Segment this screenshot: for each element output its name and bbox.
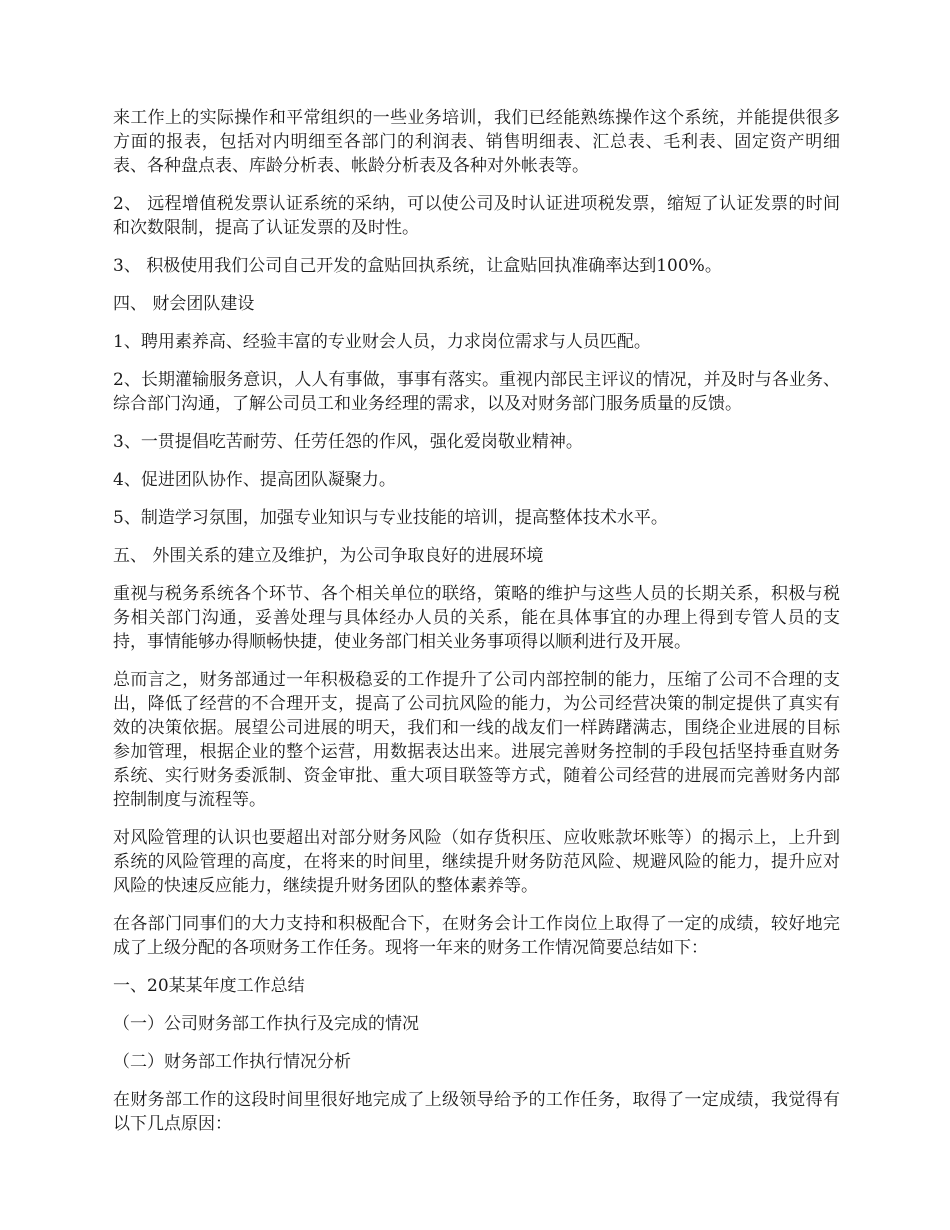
paragraph-intro-summary: 在各部门同事们的大力支持和积极配合下，在财务会计工作岗位上取得了一定的成绩，较好地完成了上级分配的各项财务工作任务。现将一年来的财务工作情况简要总结如下： [113, 914, 840, 958]
subheading-execution-completion: （一）公司财务部工作执行及完成的情况 [113, 1014, 419, 1034]
section-heading-external-relations: 五、 外围关系的建立及维护，为公司争取良好的进展环境 [113, 546, 544, 566]
paragraph-team-item-2: 2、长期灌输服务意识，人人有事做，事事有落实。重视内部民主评议的情况，并及时与各业务、综合部门沟通，了解公司员工和业务经理的需求，以及对财务部门服务质量的反馈。 [113, 370, 840, 414]
section-heading-team-building: 四、 财会团队建设 [113, 294, 255, 314]
paragraph-risk-management: 对风险管理的认识也要超出对部分财务风险（如存货积压、应收账款坏账等）的揭示上，上升到系统的风险管理的高度，在将来的时间里，继续提升财务防范风险、规避风险的能力，提升应对风险的快速反应能力，继续提升财务团队的整体素养等。 [113, 828, 840, 896]
paragraph-system-reports: 来工作上的实际操作和平常组织的一些业务培训，我们已经能熟练操作这个系统，并能提供很多方面的报表，包括对内明细至各部门的利润表、销售明细表、汇总表、毛利表、固定资产明细表、各种盘点表、库龄分析表、帐龄分析表及各种对外帐表等。 [113, 108, 840, 176]
paragraph-item-2-vat-system: 2、 远程增值税发票认证系统的采纳，可以使公司及时认证进项税发票，缩短了认证发票的时间和次数限制，提高了认证发票的及时性。 [113, 194, 840, 238]
paragraph-summary: 总而言之，财务部通过一年积极稳妥的工作提升了公司内部控制的能力，压缩了公司不合理的支出，降低了经营的不合理开支，提高了公司抗风险的能力，为公司经营决策的制定提供了真实有效的决策依据。展望公司进展的明天，我们和一线的战友们一样踌躇满志，围绕企业进展的目标参加管理，根据企业的整个运营，用数据表达出来。进展完善财务控制的手段包括坚持垂直财务系统、实行财务委派制、资金审批、重大项目联签等方式，随着公司经营的进展而完善财务内部控制制度与流程等。 [113, 670, 840, 810]
paragraph-team-item-4: 4、促进团队协作、提高团队凝聚力。 [113, 470, 396, 490]
paragraph-tax-relations: 重视与税务系统各个环节、各个相关单位的联络，策略的维护与这些人员的长期关系，积极与税务相关部门沟通，妥善处理与具体经办人员的关系，能在具体事宜的办理上得到专管人员的支持，事情能够办得顺畅快捷，使业务部门相关业务事项得以顺利进行及开展。 [113, 584, 840, 652]
section-heading-annual-summary: 一、20某某年度工作总结 [113, 976, 305, 996]
paragraph-team-item-5: 5、制造学习氛围，加强专业知识与专业技能的培训，提高整体技术水平。 [113, 508, 668, 528]
document-body [113, 106, 840, 1150]
paragraph-reasons-intro: 在财务部工作的这段时间里很好地完成了上级领导给予的工作任务，取得了一定成绩，我觉得有以下几点原因： [113, 1090, 840, 1134]
paragraph-team-item-3: 3、一贯提倡吃苦耐劳、任劳任怨的作风，强化爱岗敬业精神。 [113, 432, 583, 452]
paragraph-team-item-1: 1、聘用素养高、经验丰富的专业财会人员，力求岗位需求与人员匹配。 [113, 332, 651, 352]
paragraph-item-3-receipt-system: 3、 积极使用我们公司自己开发的盒贴回执系统，让盒贴回执准确率达到100%。 [113, 256, 722, 276]
subheading-execution-analysis: （二）财务部工作执行情况分析 [113, 1052, 351, 1072]
